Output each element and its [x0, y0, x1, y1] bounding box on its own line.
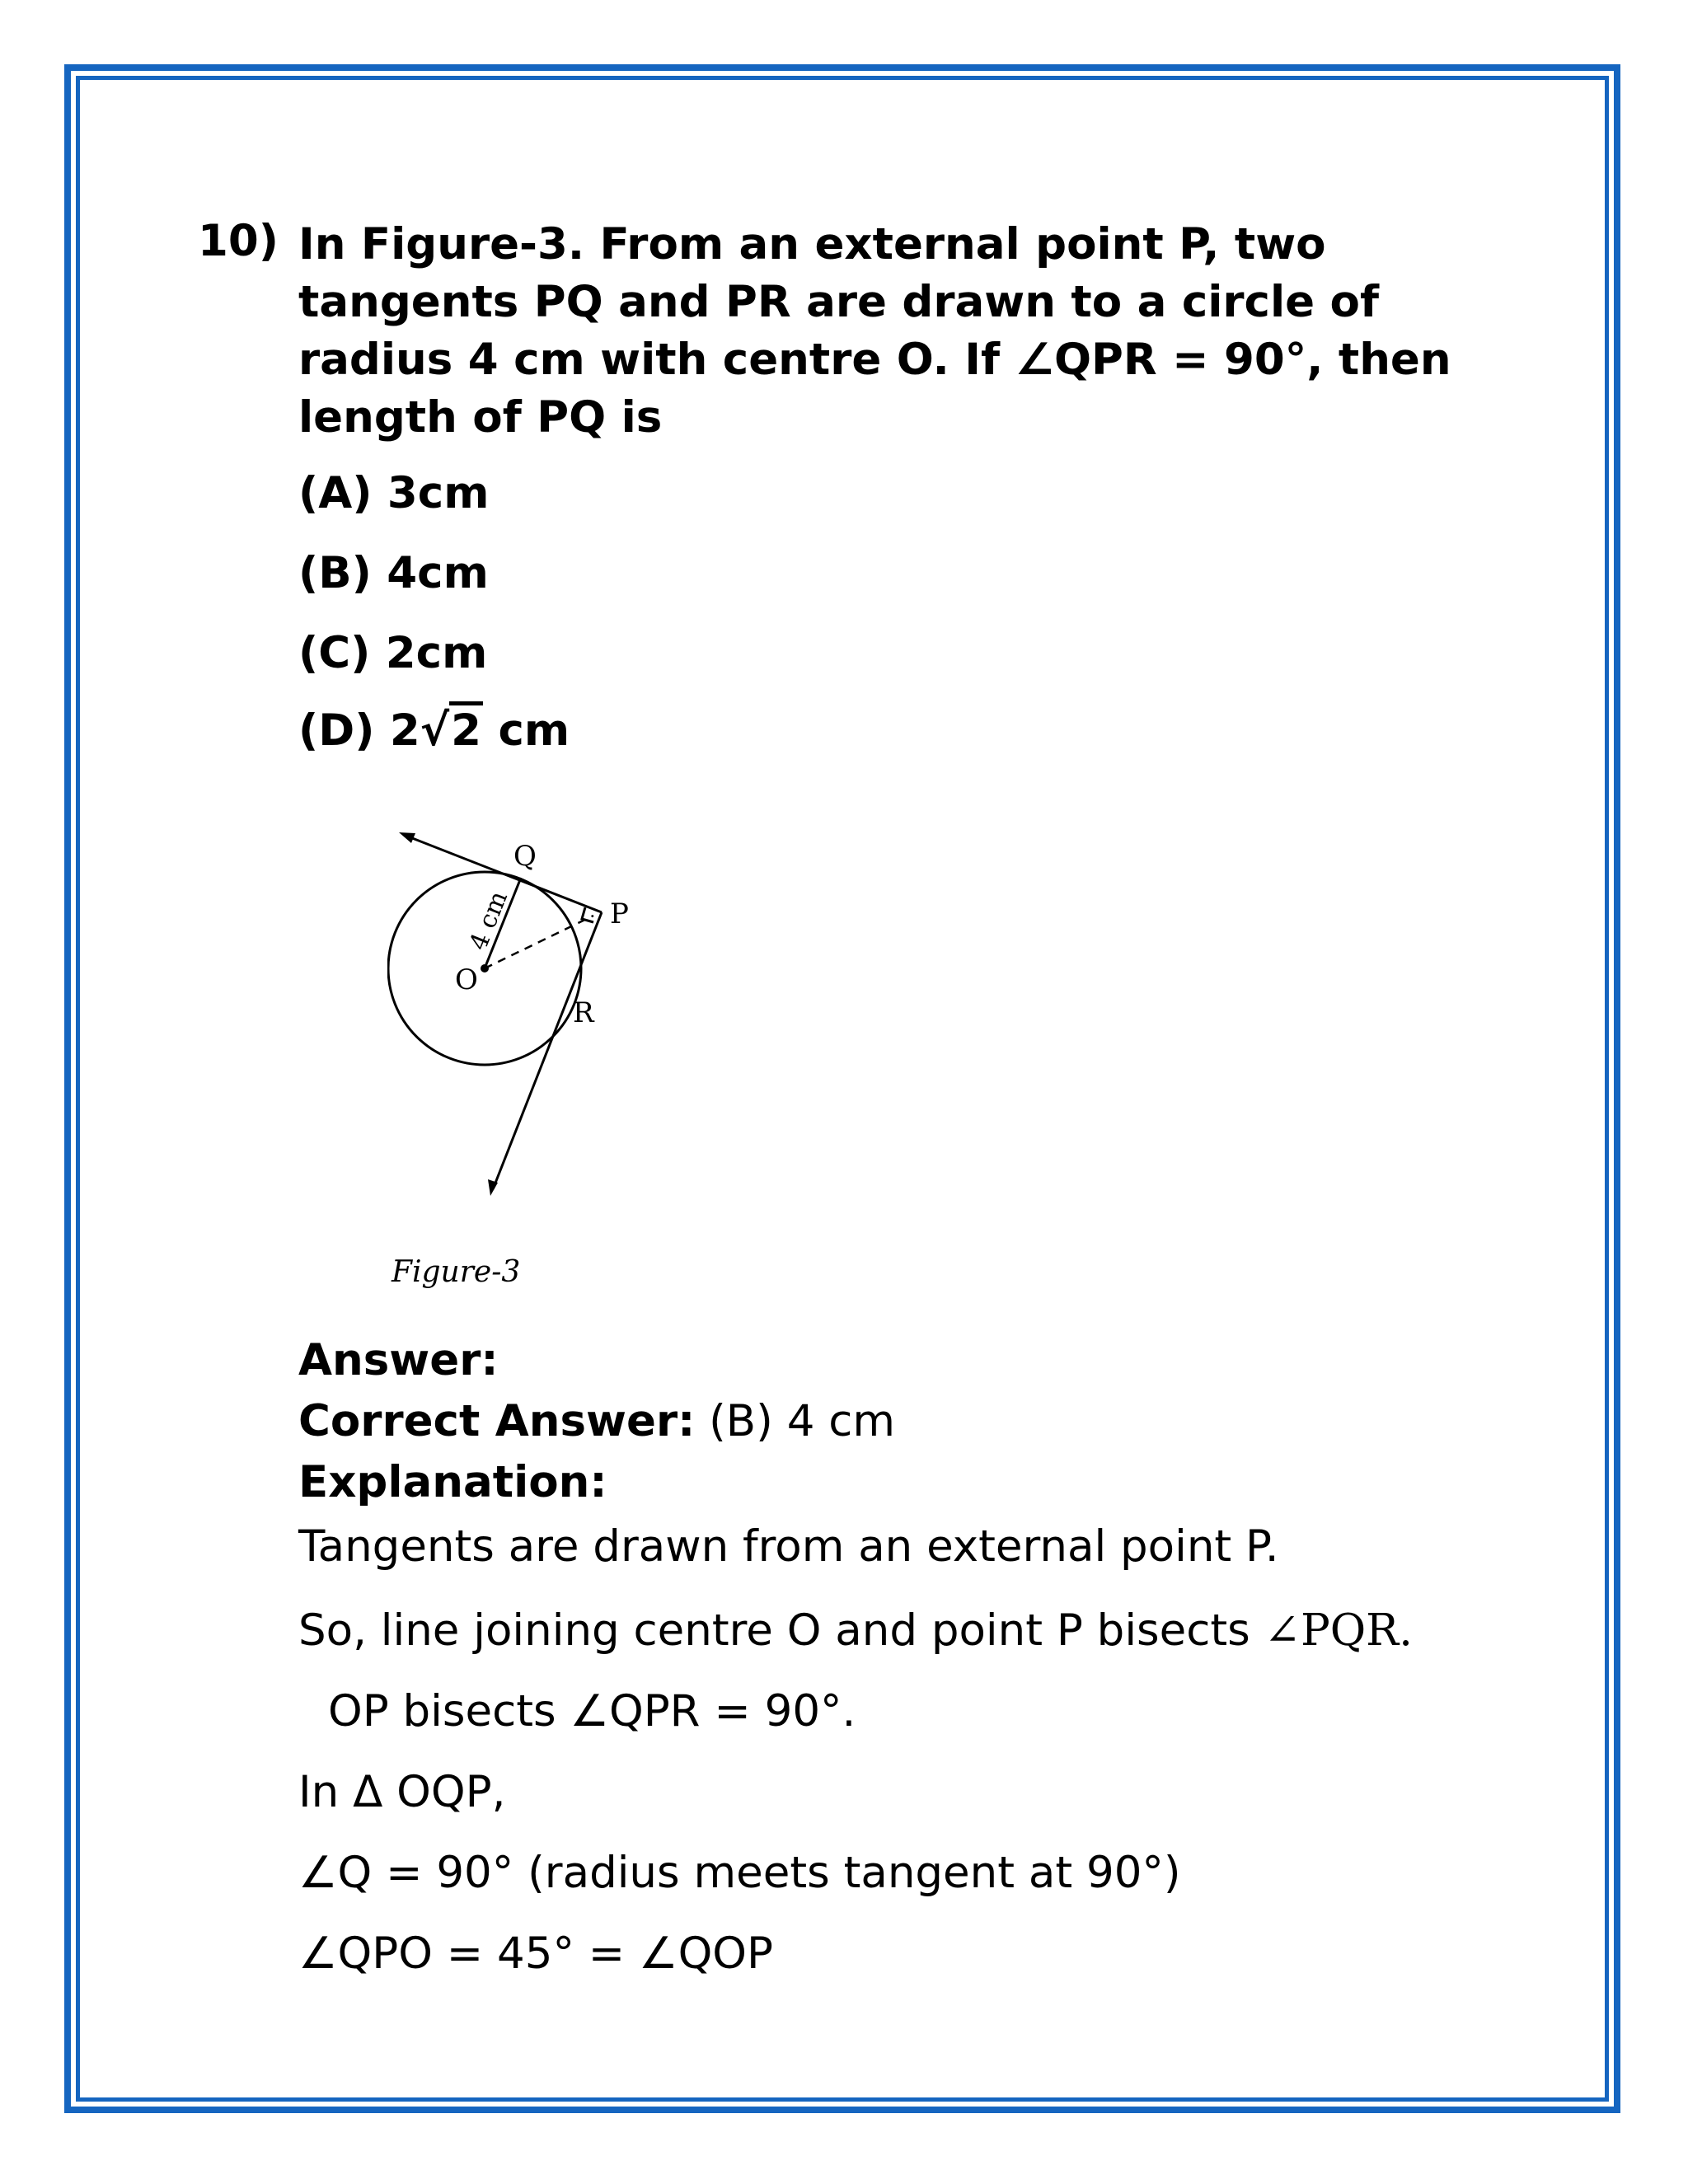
correct-answer-line — [298, 1396, 895, 1446]
label-radius: 4 cm — [463, 887, 514, 954]
explanation-line — [298, 1605, 1413, 1656]
label-q: Q — [513, 840, 537, 873]
sqrt-symbol: √2 — [420, 705, 483, 756]
correct-answer-value: (B) 4 cm — [695, 1396, 896, 1446]
question-text — [298, 216, 1502, 447]
correct-answer-label: Correct Answer: — [298, 1396, 696, 1446]
tangent-pr — [493, 912, 602, 1189]
answer-heading: Answer: — [298, 1335, 499, 1385]
question-line: In Figure-3. From an external point P, two — [298, 219, 1326, 269]
question-line: radius 4 cm with centre O. If ∠QPR = 90°, then — [298, 335, 1451, 385]
option-d-radicand: 2 — [449, 701, 483, 756]
option-b: (B) 4cm — [298, 548, 489, 598]
question-line: length of PQ is — [298, 392, 663, 443]
explanation-line: In Δ OQP, — [298, 1767, 506, 1817]
label-r: R — [573, 996, 594, 1029]
option-d — [298, 705, 570, 756]
explanation-line: ∠QPO = 45° = ∠QOP — [298, 1929, 773, 1979]
question-number: 10) — [198, 216, 279, 266]
explanation-line-main: So, line joining centre O and point P bisects — [298, 1605, 1264, 1656]
arrow-head-q — [399, 832, 415, 843]
label-o: O — [455, 963, 478, 996]
option-d-prefix: (D) 2 — [298, 705, 420, 756]
explanation-line: ∠Q = 90° (radius meets tangent at 90°) — [298, 1848, 1181, 1898]
question-line: tangents PQ and PR are drawn to a circle of — [298, 277, 1379, 327]
explanation-heading: Explanation: — [298, 1457, 607, 1507]
figure-3-diagram — [387, 820, 684, 1298]
option-a: (A) 3cm — [298, 468, 490, 518]
explanation-line: Tangents are drawn from an external point P. — [298, 1521, 1279, 1572]
explanation-angle: ∠PQR. — [1264, 1605, 1413, 1656]
explanation-line: OP bisects ∠QPR = 90°. — [328, 1686, 856, 1736]
centre-o — [481, 964, 489, 972]
option-c: (C) 2cm — [298, 628, 488, 678]
label-p: P — [610, 898, 629, 930]
option-d-suffix: cm — [483, 705, 570, 756]
figure-caption: Figure-3 — [392, 1255, 521, 1289]
